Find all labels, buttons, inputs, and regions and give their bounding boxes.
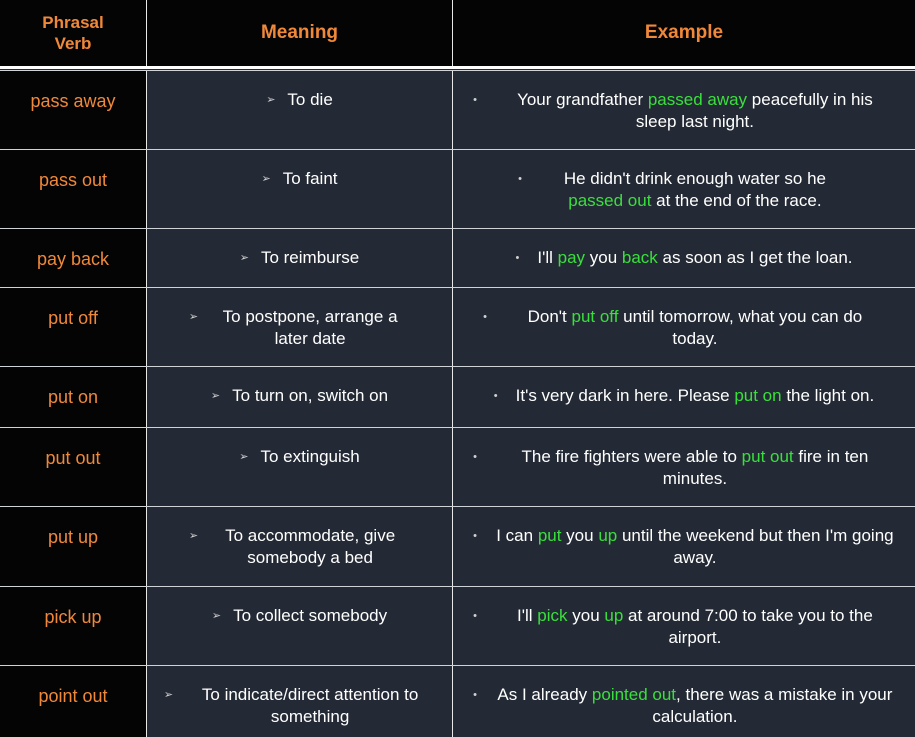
arrow-bullet-icon: ➢: [239, 252, 249, 264]
example-text: you: [567, 606, 605, 625]
highlighted-phrase: put out: [741, 447, 794, 466]
example-cell: [452, 229, 915, 288]
arrow-bullet-icon: ➢: [239, 451, 249, 463]
meaning-cell: [146, 229, 452, 288]
meaning-text: To postpone, arrange a later date: [222, 307, 398, 348]
example-text: until the weekend but then I'm going away.: [617, 526, 894, 567]
phrasal-verb-cell: [0, 229, 146, 288]
meaning-text: To extinguish: [260, 447, 360, 466]
header-meaning: Meaning: [146, 0, 452, 66]
arrow-bullet-icon: ➢: [266, 94, 276, 106]
highlighted-phrase: put off: [571, 307, 619, 326]
example-text: It's very dark in here. Please: [515, 386, 735, 405]
highlighted-phrase: pointed out: [591, 685, 677, 704]
phrasal-verb-cell: [0, 587, 146, 666]
example-text: at the end of the race.: [651, 191, 822, 210]
meaning-cell: [146, 288, 452, 367]
bullet-icon: •: [473, 610, 477, 622]
example-cell: [452, 71, 915, 150]
bullet-icon: •: [473, 689, 477, 701]
example-sentence: [495, 525, 895, 569]
arrow-bullet-icon: ➢: [188, 311, 199, 323]
example-text: peacefully in his sleep last night.: [635, 90, 873, 131]
example-text: at around 7:00 to take you to the airport.: [623, 606, 873, 647]
table-row: [0, 228, 915, 287]
table-row: [0, 149, 915, 228]
meaning-text: To faint: [282, 169, 338, 188]
example-text: you: [585, 248, 622, 267]
meaning-text: To reimburse: [260, 248, 360, 267]
example-cell: [452, 150, 915, 229]
bullet-icon: •: [518, 173, 522, 185]
meaning-cell: [146, 428, 452, 507]
phrasal-verb: pass out: [38, 170, 108, 190]
table-row: [0, 665, 915, 736]
phrasal-verb: put on: [47, 387, 99, 407]
example-text: As I already: [497, 685, 592, 704]
highlighted-phrase: passed away: [647, 90, 748, 109]
phrasal-verb-cell: [0, 428, 146, 507]
example-sentence: [537, 247, 852, 269]
table-row: [0, 427, 915, 506]
phrasal-verb-cell: [0, 71, 146, 150]
example-text: Your grandfather: [517, 90, 648, 109]
phrasal-verb-cell: [0, 367, 146, 428]
meaning-cell: [146, 367, 452, 428]
example-text: I can: [496, 526, 538, 545]
example-sentence: [505, 306, 885, 350]
phrasal-verb: pay back: [36, 249, 110, 269]
arrow-bullet-icon: ➢: [261, 173, 271, 185]
bullet-icon: •: [483, 311, 487, 323]
phrasal-verb-cell: [0, 666, 146, 737]
highlighted-phrase: up: [598, 526, 618, 545]
example-text: you: [561, 526, 599, 545]
arrow-bullet-icon: ➢: [188, 530, 199, 542]
example-sentence: [516, 385, 875, 407]
meaning-text: To accommodate, give somebody a bed: [225, 526, 396, 567]
highlighted-phrase: put on: [734, 386, 782, 405]
table-row: [0, 70, 915, 149]
table-row: [0, 366, 915, 427]
meaning-cell: [146, 666, 452, 737]
header-verb: Phrasal Verb: [42, 13, 104, 53]
example-text: He didn't drink enough water so he: [563, 169, 827, 188]
example-text: I'll: [537, 248, 558, 267]
example-text: I'll: [517, 606, 538, 625]
example-text: fire in ten minutes.: [662, 447, 869, 488]
meaning-cell: [146, 71, 452, 150]
meaning-text: To indicate/direct attention to something: [201, 685, 419, 726]
phrasal-verb-cell: [0, 288, 146, 367]
example-cell: [452, 288, 915, 367]
meaning-text: To turn on, switch on: [232, 386, 389, 405]
phrasal-verb: point out: [38, 686, 108, 706]
meaning-cell: [146, 150, 452, 229]
example-text: The fire fighters were able to: [521, 447, 742, 466]
phrasal-verb: pass away: [30, 91, 116, 111]
bullet-icon: •: [473, 451, 477, 463]
arrow-bullet-icon: ➢: [211, 610, 222, 622]
example-cell: [452, 367, 915, 428]
phrasal-verb: put up: [47, 527, 99, 547]
header-row: [0, 0, 915, 69]
example-sentence: [495, 605, 895, 649]
phrasal-verb: pick up: [44, 607, 102, 627]
highlighted-phrase: up: [604, 606, 624, 625]
example-cell: [452, 507, 915, 587]
highlighted-phrase: put: [537, 526, 562, 545]
highlighted-phrase: pick: [537, 606, 568, 625]
meaning-text: To collect somebody: [233, 606, 388, 625]
header-example: Example: [452, 0, 915, 66]
example-sentence: [495, 684, 895, 728]
example-sentence: [540, 168, 850, 212]
example-text: the light on.: [781, 386, 875, 405]
highlighted-phrase: back: [621, 248, 658, 267]
phrasal-verb-cell: [0, 150, 146, 229]
example-text: until tomorrow, what you can do today.: [618, 307, 863, 348]
bullet-icon: •: [493, 390, 498, 402]
meaning-cell: [146, 587, 452, 666]
bullet-icon: •: [515, 252, 520, 264]
meaning-text: To die: [287, 90, 333, 109]
example-sentence: [495, 89, 895, 133]
example-sentence: [495, 446, 895, 490]
highlighted-phrase: passed out: [568, 191, 652, 210]
phrasal-verb: put out: [45, 448, 101, 468]
bullet-icon: •: [473, 94, 477, 106]
arrow-bullet-icon: ➢: [210, 390, 221, 402]
example-text: Don't: [527, 307, 572, 326]
bullet-icon: •: [473, 530, 477, 542]
example-cell: [452, 428, 915, 507]
meaning-cell: [146, 507, 452, 587]
example-text: as soon as I get the loan.: [657, 248, 853, 267]
table-row: [0, 506, 915, 586]
example-text: , there was a mistake in your calculation.: [652, 685, 893, 726]
table-row: [0, 586, 915, 665]
example-cell: [452, 587, 915, 666]
phrasal-verb: put off: [48, 308, 98, 328]
highlighted-phrase: pay: [557, 248, 586, 267]
table-row: [0, 287, 915, 366]
arrow-bullet-icon: ➢: [163, 689, 174, 701]
phrasal-verb-cell: [0, 507, 146, 587]
example-cell: [452, 666, 915, 737]
